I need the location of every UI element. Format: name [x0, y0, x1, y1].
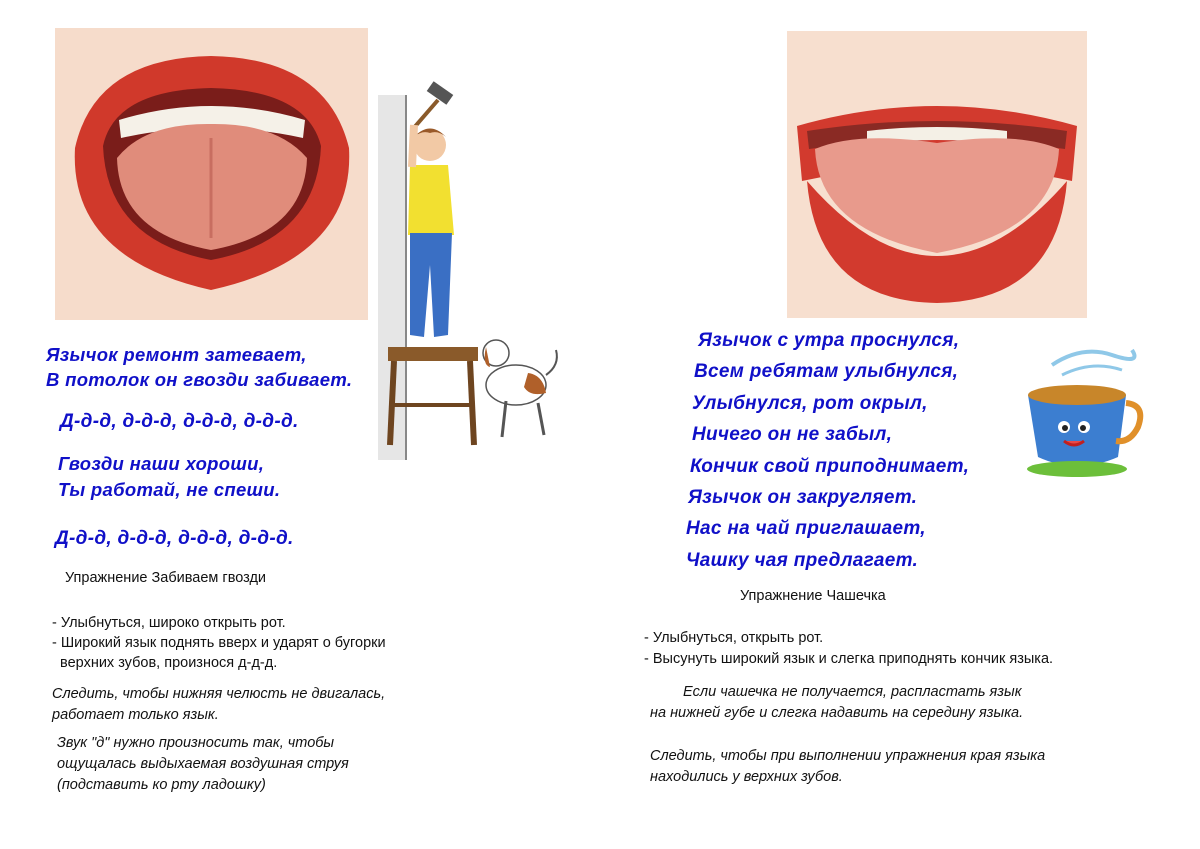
note-line: на нижней губе и слегка надавить на середину языка. [650, 705, 1024, 721]
poem-line: Язычок он закругляет. [688, 487, 918, 509]
poem-line: Нас на чай приглашает, [686, 518, 926, 540]
poem-line: Язычок с утра проснулся, [698, 330, 960, 351]
note-line: (подставить ко рту ладошку) [57, 777, 266, 793]
step-item: - Улыбнуться, открыть рот. [644, 630, 824, 646]
step-item: - Улыбнуться, широко открыть рот. [52, 615, 286, 631]
note-line: работает только язык. [52, 707, 219, 723]
note-line: Следить, чтобы нижняя челюсть не двигалась, [52, 686, 386, 702]
poem-line: Гвозди наши хороши, [58, 453, 265, 474]
left-note-1 [52, 684, 385, 726]
left-poem-top [46, 342, 352, 392]
boy-hammering-illustration [378, 75, 568, 460]
right-steps [644, 628, 1053, 670]
poem-line: Всем ребятам улыбнулся, [694, 361, 959, 383]
left-chant-1: Д-д-д, д-д-д, д-д-д, д-д-д. [60, 411, 299, 432]
mouth-open-photo [55, 28, 368, 320]
poem-line: Улыбнулся, рот окрыл, [692, 392, 928, 414]
tongue-cup-photo [787, 31, 1087, 318]
step-item: - Широкий язык поднять вверх и ударят о бугорки [52, 635, 386, 651]
tongue-cup-illustration [787, 31, 1087, 318]
right-note-1 [650, 682, 1023, 724]
note-line: ощущалась выдыхаемая воздушная струя [57, 756, 349, 772]
left-steps [52, 613, 386, 673]
right-note-2 [650, 746, 1045, 788]
poem-line: Ты работай, не спеши. [58, 479, 281, 500]
left-chant-2: Д-д-д, д-д-д, д-д-д, д-д-д. [55, 528, 294, 549]
left-exercise-title: Упражнение Забиваем гвозди [65, 570, 267, 586]
left-note-2 [57, 733, 349, 796]
note-line: Если чашечка не получается, распластать язык [683, 684, 1022, 700]
poem-line: В потолок он гвозди забивает. [46, 369, 353, 390]
poem-line: Кончик свой приподнимает, [690, 455, 970, 477]
right-exercise-title: Упражнение Чашечка [740, 588, 886, 604]
left-poem-middle [58, 451, 280, 503]
right-poem [686, 325, 969, 576]
step-item: верхних зубов, произнося д-д-д. [52, 655, 278, 671]
note-line: находились у верхних зубов. [650, 769, 843, 785]
poem-line: Язычок ремонт затевает, [46, 344, 307, 365]
poem-line: Чашку чая предлагает. [686, 549, 919, 571]
mouth-open-illustration [55, 28, 368, 320]
note-line: Звук "д" нужно произносить так, чтобы [57, 735, 335, 751]
poem-line: Ничего он не забыл, [692, 424, 893, 446]
note-line: Следить, чтобы при выполнении упражнения края языка [650, 748, 1046, 764]
step-item: - Высунуть широкий язык и слегка приподнять кончик языка. [644, 651, 1054, 667]
smiling-teacup-illustration [1022, 345, 1147, 480]
